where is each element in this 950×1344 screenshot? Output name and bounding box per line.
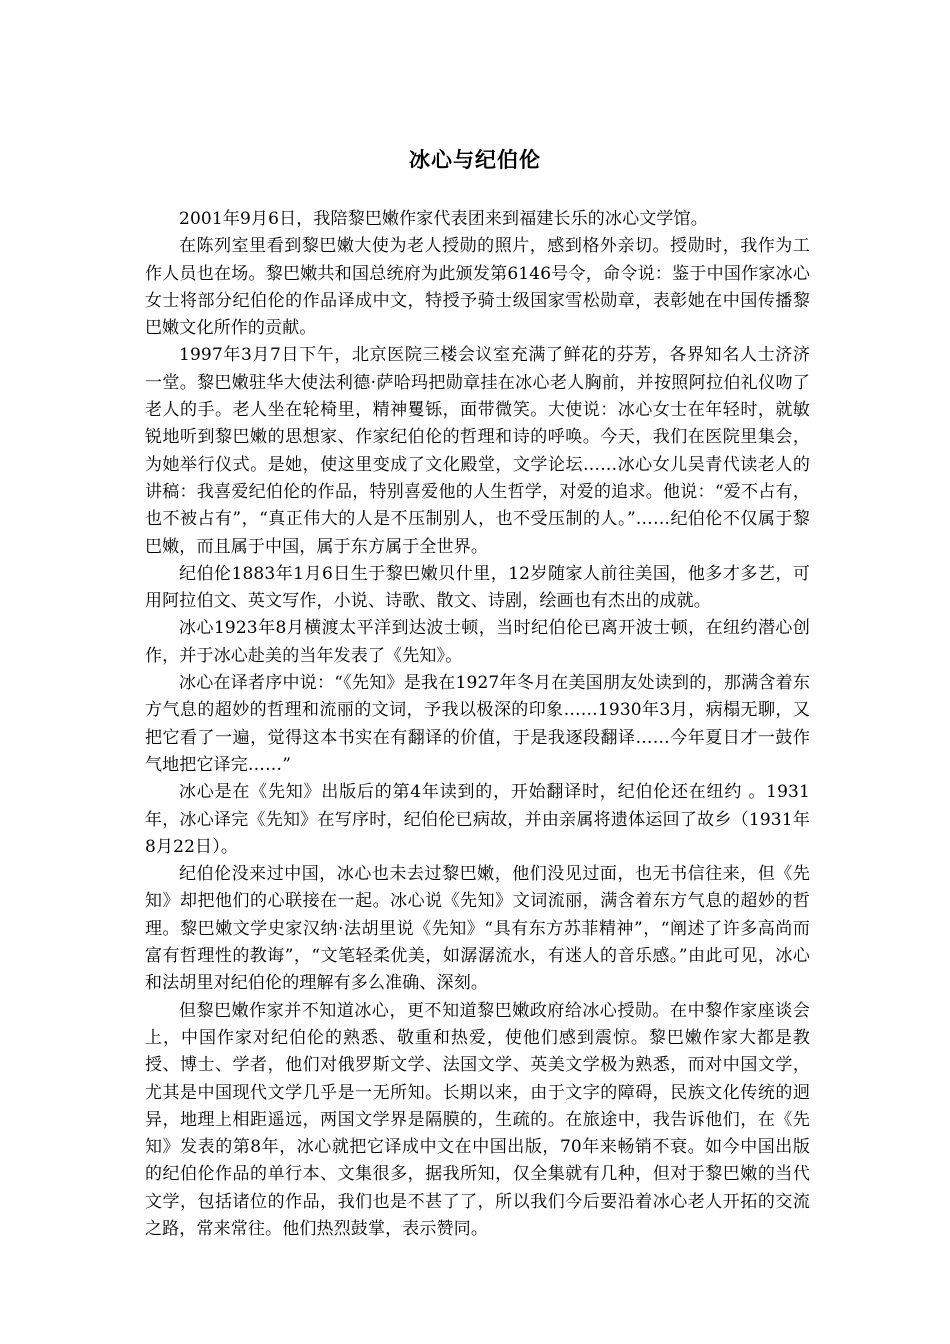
paragraph-1: 2001年9月6日，我陪黎巴嫩作家代表团来到福建长乐的冰心文学馆。 — [179, 209, 708, 229]
paragraph-3: 1997年3月7日下午，北京医院三楼会议室充满了鲜花的芬芳，各界知名人士济济一堂。黎巴嫩驻华大使法利德·萨哈玛把勋章挂在冰心老人胸前，并按照阿拉伯礼仪吻了老人的手。老人坐在轮椅里，精神矍铄，面带微笑。大使说：冰心女士在年轻时，就敏锐地听到黎巴嫩的思想家、作家纪伯伦的哲理和诗的呼唤。今天，我们在医院里集会，为她举行仪式。是她，使这里变成了文化殿堂，文学论坛……冰心女儿吴青代读老人的讲稿：我喜爱纪伯伦的作品，特别喜爱他的人生哲学，对爱的追求。他说：“爱不占有，也不被占有”，“真正伟大的人是不压制别人，也不受压制的人。”……纪伯伦不仅属于黎巴嫩，而且属于中国，属于东方属于全世界。 — [145, 345, 811, 557]
paragraph-2: 在陈列室里看到黎巴嫩大使为老人授勋的照片，感到格外亲切。授勋时，我作为工作人员也在场。黎巴嫩共和国总统府为此颁发第6146号令，命令说：鉴于中国作家冰心女士将部分纪伯伦的作品译成中文，特授予骑士级国家雪松勋章，表彰她在中国传播黎巴嫩文化所作的贡献。 — [145, 236, 810, 339]
paragraph-5: 冰心1923年8月横渡太平洋到达波士顿，当时纪伯伦已离开波士顿，在纽约潜心创作，并于冰心赴美的当年发表了《先知》。 — [145, 618, 810, 666]
paragraph-9: 但黎巴嫩作家并不知道冰心，更不知道黎巴嫩政府给冰心授勋。在中黎作家座谈会上，中国作家对纪伯伦的熟悉、敬重和热爱，使他们感到震惊。黎巴嫩作家大都是教授、博士、学者，他们对俄罗斯文学、法国文学、英美文学极为熟悉，而对中国文学，尤其是中国现代文学几乎是一无所知。长期以来，由于文字的障碍，民族文化传统的迥异，地理上相距遥远，两国文学界是隔膜的，生疏的。在旅途中，我告诉他们，在《先知》发表的第8年，冰心就把它译成中文在中国出版，70年来畅销不衰。如今中国出版的纪伯伦作品的单行本、文集很多，据我所知，仅全集就有几种，但对于黎巴嫩的当代文学，包括诸位的作品，我们也是不甚了了，所以我们今后要沿着冰心老人开拓的交流之路，常来常往。他们热烈鼓掌，表示赞同。 — [145, 1000, 810, 1239]
paragraph-8: 纪伯伦没来过中国，冰心也未去过黎巴嫩，他们没见过面，也无书信往来，但《先知》却把他们的心联接在一起。冰心说《先知》文词流丽，满含着东方气息的超妙的哲理。黎巴嫩文学史家汉纳·法胡里说《先知》“具有东方苏菲精神”，“阐述了许多高尚而富有哲理性的教诲”，“文笔轻柔优美，如潺潺流水，有迷人的音乐感。”由此可见，冰心和法胡里对纪伯伦的理解有多么准确、深刻。 — [145, 864, 810, 994]
paragraph-4: 纪伯伦1883年1月6日生于黎巴嫩贝什里，12岁随家人前往美国，他多才多艺，可用阿拉伯文、英文写作，小说、诗歌、散文、诗剧，绘画也有杰出的成就。 — [145, 563, 810, 612]
document-body — [145, 206, 810, 1243]
paragraph-7: 冰心是在《先知》出版后的第4年读到的，开始翻译时，纪伯伦还在纽约 。1931年，冰心译完《先知》在写序时，纪伯伦已病故，并由亲属将遗体运回了故乡（1931年8月22日）。 — [145, 782, 810, 857]
paragraph-6: 冰心在译者序中说：“《先知》是我在1927年冬月在美国朋友处读到的，那满含着东方气息的超妙的哲理和流丽的文词，予我以极深的印象……1930年3月，病榻无聊，又把它看了一遍，觉得这本书实在有翻译的价值，于是我逐段翻译……今年夏日才一鼓作气地把它译完……” — [145, 673, 810, 775]
document-title: 冰心与纪伯伦 — [409, 148, 541, 172]
